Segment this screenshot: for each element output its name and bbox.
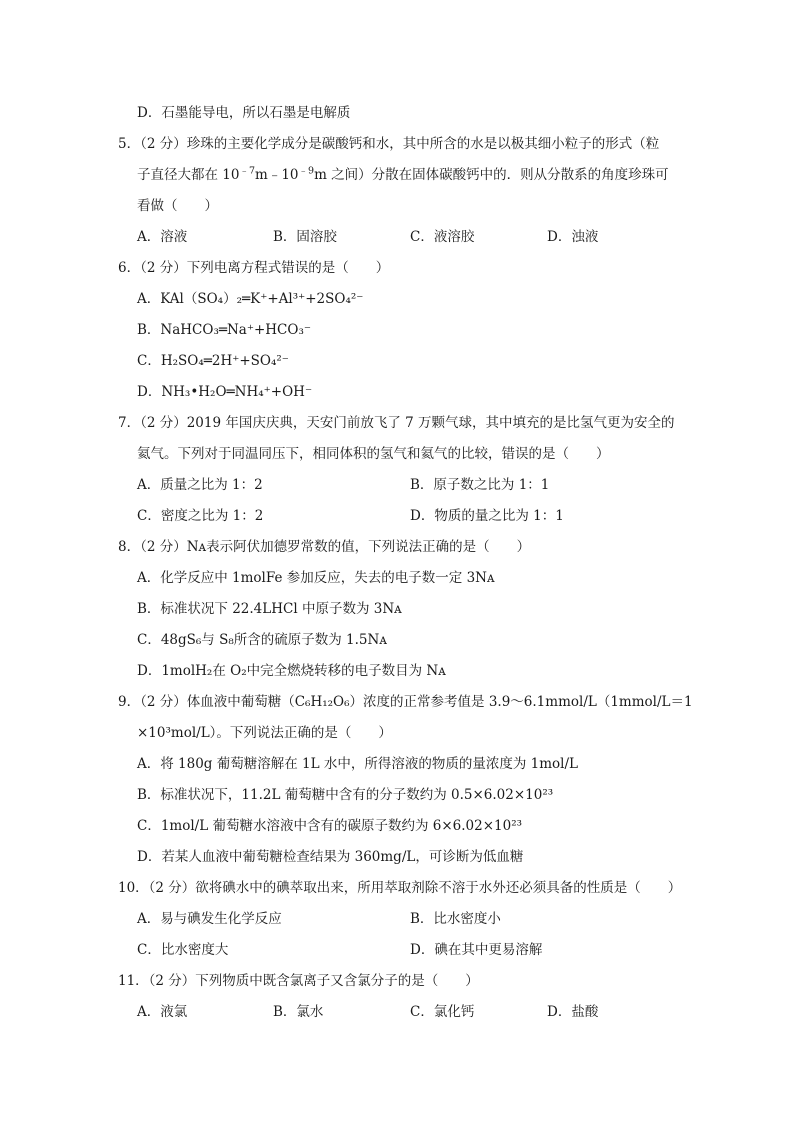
q6-stem: 6．（2 分）下列电离方程式错误的是（ ） [118,260,390,276]
q9-option-b: B．标准状况下，11.2L 葡萄糖中含有的分子数约为 0.5×6.02×10²³ [137,787,554,803]
q7-stem-line-2: 氦气。下列对于同温同压下，相同体积的氢气和氦气的比较，错误的是（ ） [137,446,610,462]
q11-option-b: B．氯水 [273,1004,324,1020]
q10-option-d: D．碘在其中更易溶解 [410,942,543,958]
q4-option-d: D．石墨能导电，所以石墨是电解质 [137,105,351,121]
q8-option-b: B．标准状况下 22.4LHCl 中原子数为 3Nᴀ [137,601,402,617]
q8-option-c: C．48gS₆与 S₈所含的硫原子数为 1.5Nᴀ [137,632,387,648]
q6-option-d: D．NH₃•H₂O═NH₄⁺+OH⁻ [137,384,313,400]
q10-option-a: A．易与碘发生化学反应 [137,911,282,927]
q6-option-b: B．NaHCO₃═Na⁺+HCO₃⁻ [137,322,311,338]
q10-option-c: C．比水密度大 [137,942,229,958]
q5-option-d: D．浊液 [547,229,599,245]
q10-option-b: B．比水密度小 [410,911,501,927]
q7-option-c: C．密度之比为 1：2 [137,508,264,524]
q7-stem-line-1: 7．（2 分）2019 年国庆庆典，天安门前放飞了 7 万颗气球，其中填充的是比氢气更为安全的 [118,415,675,431]
q6-option-a: A．KAl（SO₄）₂═K⁺+Al³⁺+2SO₄²⁻ [137,291,364,307]
q9-option-c: C．1mol/L 葡萄糖水溶液中含有的碳原子数约为 6×6.02×10²³ [137,818,523,834]
q11-option-c: C．氯化钙 [410,1004,475,1020]
q5-stem-line-1: 5．（2 分）珍珠的主要化学成分是碳酸钙和水，其中所含的水是以极其细小粒子的形式（粒 [118,136,660,152]
q7-option-a: A．质量之比为 1：2 [137,477,263,493]
q11-option-a: A．液氯 [137,1004,188,1020]
q7-option-d: D．物质的量之比为 1：1 [410,508,564,524]
q5-stem-line-3: 看做（ ） [137,198,218,214]
q9-stem-line-2: ×10³mol/L）。下列说法正确的是（ ） [137,725,392,741]
q10-stem: 10．（2 分）欲将碘水中的碘萃取出来，所用萃取剂除不溶于水外还必须具备的性质是（ ） [118,880,682,896]
q5-option-b: B．固溶胶 [273,229,337,245]
q5-stem-line-2: 子直径大都在 $10^{﹣7}m﹣10^{﹣9}m$ 之间）分散在固体碳酸钙中的．则从分散系的角度珍珠可 [137,165,669,183]
q11-stem: 11．（2 分）下列物质中既含氯离子又含氯分子的是（ ） [118,973,479,989]
q5-option-a: A．溶液 [137,229,188,245]
q7-option-b: B．原子数之比为 1：1 [410,477,550,493]
q11-option-d: D．盐酸 [547,1004,599,1020]
q9-option-d: D．若某人血液中葡萄糖检查结果为 360mg/L，可诊断为低血糖 [137,849,524,865]
q8-option-d: D．1molH₂在 O₂中完全燃烧转移的电子数目为 Nᴀ [137,663,446,679]
q6-option-c: C．H₂SO₄═2H⁺+SO₄²⁻ [137,353,289,369]
q8-stem: 8．（2 分）Nᴀ表示阿伏加德罗常数的值，下列说法正确的是（ ） [118,539,531,555]
q9-option-a: A．将 180g 葡萄糖溶解在 1L 水中，所得溶液的物质的量浓度为 1mol/L [137,756,579,772]
q8-option-a: A．化学反应中 1molFe 参加反应，失去的电子数一定 3Nᴀ [137,570,495,586]
q9-stem-line-1: 9．（2 分）体血液中葡萄糖（C₆H₁₂O₆）浓度的正常参考值是 3.9～6.1mmol/L（1mmol/L＝1 [118,694,693,710]
q5-option-c: C．液溶胶 [410,229,475,245]
